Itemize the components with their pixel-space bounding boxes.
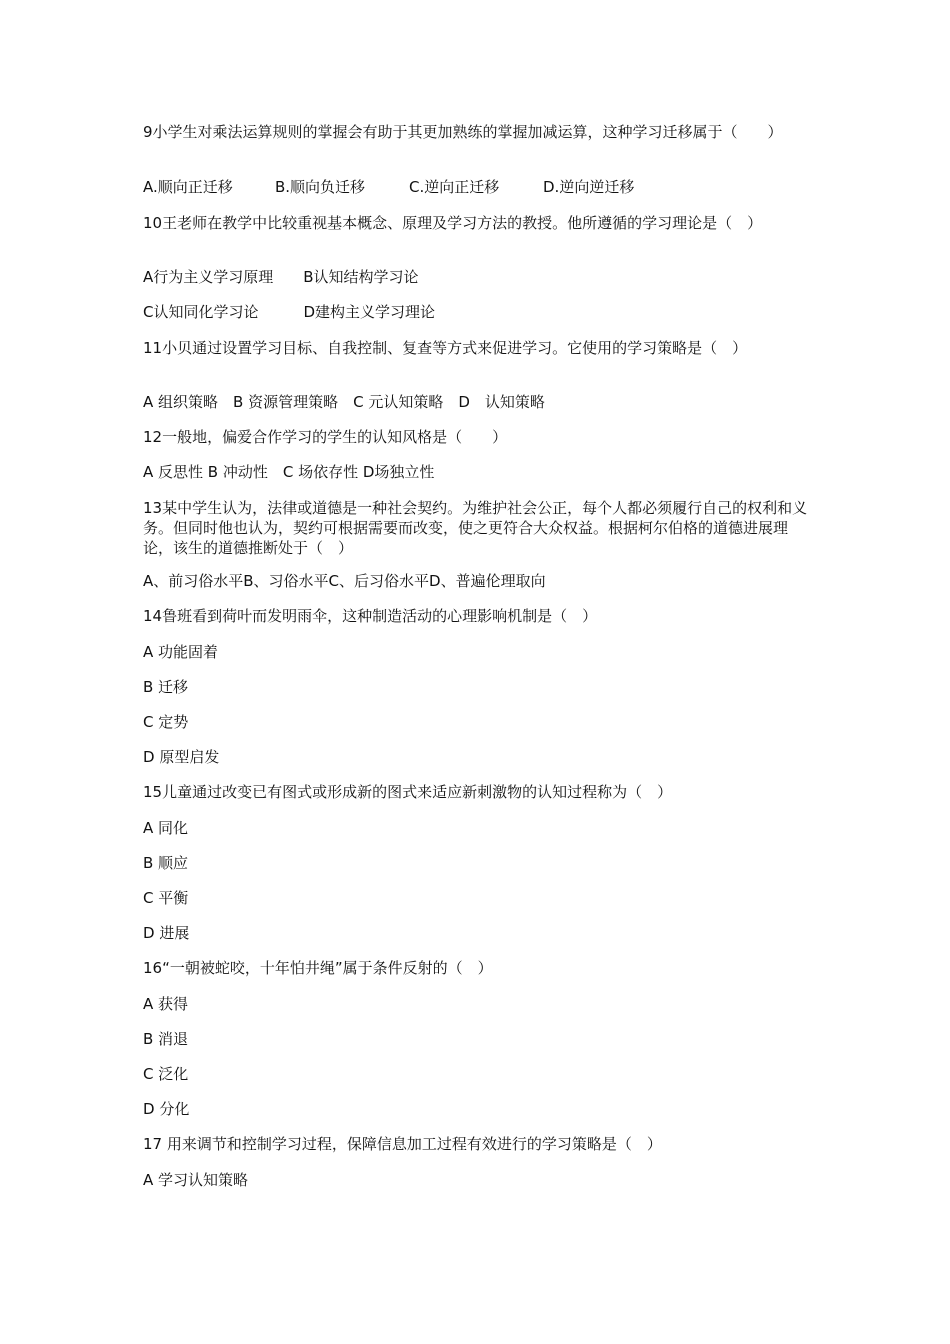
question-15-stem: 15儿童通过改变已有图式或形成新的图式来适应新刺激物的认知过程称为（ ）	[143, 783, 673, 801]
question-12-options: A 反思性 B 冲动性 C 场依存性 D场独立性	[143, 463, 435, 481]
question-17-option-a: A 学习认知策略	[143, 1171, 249, 1189]
question-13-options: A、前习俗水平B、习俗水平C、后习俗水平D、普遍伦理取向	[143, 572, 546, 590]
question-16-option-d: D 分化	[143, 1100, 190, 1118]
question-15-option-c: C 平衡	[143, 889, 189, 907]
question-9-option-d: D.逆向逆迁移	[543, 178, 635, 196]
question-16-option-c: C 泛化	[143, 1065, 189, 1083]
question-14-stem: 14鲁班看到荷叶而发明雨伞，这种制造活动的心理影响机制是（ ）	[143, 607, 598, 625]
question-12-stem: 12一般地，偏爱合作学习的学生的认知风格是（ ）	[143, 428, 508, 446]
question-13-stem: 13某中学生认为，法律或道德是一种社会契约。为维护社会公正，每个人都必须履行自己的权利和义务。但同时他也认为，契约可根据需要而改变，使之更符合大众权益。根据柯尔伯格的道德进展理论，该生的道德推断处于（ ）	[143, 499, 808, 557]
question-16-option-a: A 获得	[143, 995, 189, 1013]
question-9-option-b: B.顺向负迁移	[275, 178, 366, 196]
question-14-option-d: D 原型启发	[143, 748, 220, 766]
question-10-options-line-1: A行为主义学习原理 B认知结构学习论	[143, 268, 419, 286]
question-9-option-a: A.顺向正迁移	[143, 178, 233, 196]
question-15-option-d: D 进展	[143, 924, 190, 942]
question-11-stem: 11小贝通过设置学习目标、自我控制、复查等方式来促进学习。它使用的学习策略是（ ）	[143, 339, 748, 357]
question-16-stem: 16“一朝被蛇咬，十年怕井绳”属于条件反射的（ ）	[143, 959, 493, 977]
question-9-options	[143, 177, 813, 197]
question-10-options-line-2: C认知同化学习论 D建构主义学习理论	[143, 303, 436, 321]
question-11-options: A 组织策略 B 资源管理策略 C 元认知策略 D 认知策略	[143, 393, 545, 411]
question-9-stem: 9小学生对乘法运算规则的掌握会有助于其更加熟练的掌握加减运算，这种学习迁移属于（ ）	[143, 123, 783, 141]
question-9-option-c: C.逆向正迁移	[409, 178, 500, 196]
question-17-stem: 17 用来调节和控制学习过程，保障信息加工过程有效进行的学习策略是（ ）	[143, 1135, 662, 1153]
question-14-option-c: C 定势	[143, 713, 189, 731]
question-15-option-a: A 同化	[143, 819, 189, 837]
question-10-stem: 10王老师在教学中比较重视基本概念、原理及学习方法的教授。他所遵循的学习理论是（ ）	[143, 214, 763, 232]
question-15-option-b: B 顺应	[143, 854, 189, 872]
question-14-option-a: A 功能固着	[143, 643, 219, 661]
question-14-option-b: B 迁移	[143, 678, 189, 696]
question-16-option-b: B 消退	[143, 1030, 189, 1048]
